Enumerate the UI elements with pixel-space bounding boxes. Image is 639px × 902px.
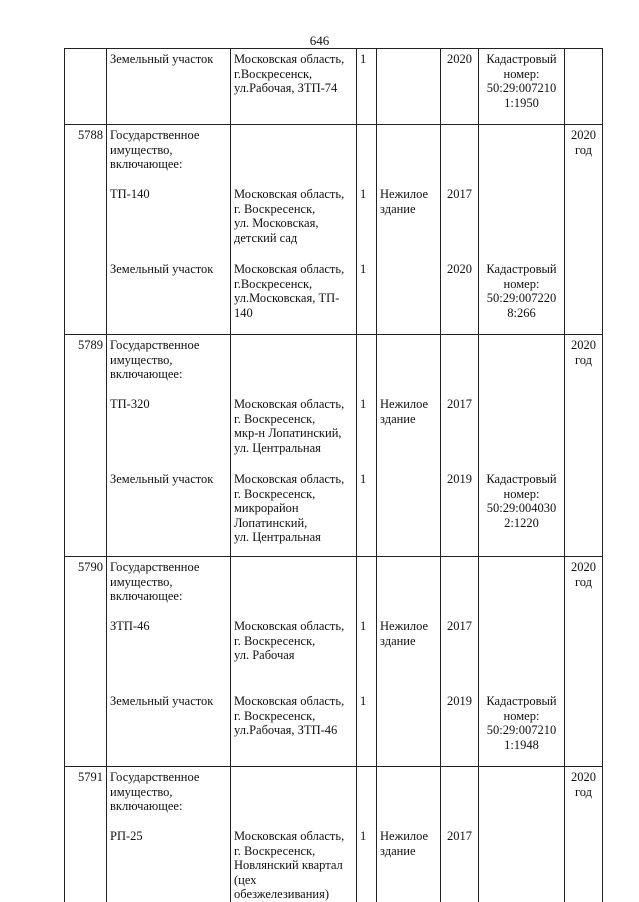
object-type-cell — [377, 335, 441, 395]
cadastral-number: Кадастровый номер: 50:29:007210 1:1950 — [486, 52, 557, 110]
object-address: Московская область, г. Воскресенск, микрорайон Лопатинский, ул. Центральная — [234, 472, 345, 544]
table-row — [65, 469, 603, 557]
record-number-cell — [65, 335, 107, 395]
object-type: Нежилое здание — [380, 829, 429, 858]
registration-year-cell — [565, 335, 603, 395]
object-year-cell — [441, 259, 479, 335]
object-type-cell — [377, 557, 441, 617]
object-name-cell — [107, 557, 231, 617]
object-quantity-cell — [357, 691, 377, 767]
object-quantity: 1 — [360, 829, 367, 843]
table-row — [65, 125, 603, 185]
cadastral-number-cell — [479, 49, 565, 125]
cadastral-number-cell — [479, 691, 565, 767]
object-year: 2017 — [447, 187, 472, 201]
object-name-cell — [107, 184, 231, 259]
object-name: Государственное имущество, включающее: — [110, 128, 200, 171]
registration-year: 2020 год — [571, 770, 596, 799]
object-year: 2020 — [447, 262, 472, 276]
record-number: 5790 — [78, 560, 103, 574]
object-address-cell — [231, 767, 357, 827]
object-name: РП-25 — [110, 829, 143, 843]
object-year-cell — [441, 616, 479, 691]
object-year: 2020 — [447, 52, 472, 66]
object-quantity-cell — [357, 125, 377, 185]
registration-year-cell — [565, 691, 603, 767]
object-address: Московская область, г.Воскресенск, ул.Московская, ТП- 140 — [234, 262, 345, 320]
record-number-cell — [65, 184, 107, 259]
object-year: 2017 — [447, 397, 472, 411]
object-address-cell — [231, 335, 357, 395]
cadastral-number: Кадастровый номер: 50:29:007210 1:1948 — [486, 694, 557, 752]
registration-year: 2020 год — [571, 128, 596, 157]
table-row — [65, 616, 603, 691]
object-name: Государственное имущество, включающее: — [110, 770, 200, 813]
object-name: Земельный участок — [110, 472, 214, 486]
table-row — [65, 184, 603, 259]
object-address-cell — [231, 125, 357, 185]
object-quantity-cell — [357, 49, 377, 125]
object-address-cell — [231, 259, 357, 335]
object-type: Нежилое здание — [380, 619, 429, 648]
property-registry-table — [64, 48, 603, 902]
record-number: 5788 — [78, 128, 103, 142]
cadastral-number-cell — [479, 557, 565, 617]
object-address-cell — [231, 394, 357, 469]
object-year-cell — [441, 394, 479, 469]
object-type-cell — [377, 767, 441, 827]
registration-year: 2020 год — [571, 338, 596, 367]
cadastral-number-cell — [479, 826, 565, 902]
registration-year-cell — [565, 49, 603, 125]
record-number-cell — [65, 691, 107, 767]
object-name: Земельный участок — [110, 262, 214, 276]
object-type-cell — [377, 826, 441, 902]
object-type-cell — [377, 394, 441, 469]
object-name-cell — [107, 767, 231, 827]
record-number-cell — [65, 49, 107, 125]
table-row — [65, 259, 603, 335]
object-type-cell — [377, 616, 441, 691]
object-type-cell — [377, 259, 441, 335]
object-name-cell — [107, 469, 231, 557]
cadastral-number: Кадастровый номер: 50:29:007220 8:266 — [486, 262, 557, 320]
object-type-cell — [377, 184, 441, 259]
object-quantity: 1 — [360, 619, 367, 633]
record-number-cell — [65, 767, 107, 827]
table-row — [65, 335, 603, 395]
table-row — [65, 691, 603, 767]
object-address: Московская область, г. Воскресенск, ул. Московская, детский сад — [234, 187, 345, 245]
object-name: Земельный участок — [110, 694, 214, 708]
registration-year: 2020 год — [571, 560, 596, 589]
registration-year-cell — [565, 469, 603, 557]
cadastral-number: Кадастровый номер: 50:29:004030 2:1220 — [486, 472, 557, 530]
registration-year-cell — [565, 125, 603, 185]
object-quantity: 1 — [360, 472, 367, 486]
record-number-cell — [65, 557, 107, 617]
table-row — [65, 767, 603, 827]
object-name: ТП-140 — [110, 187, 150, 201]
object-quantity-cell — [357, 616, 377, 691]
object-quantity: 1 — [360, 694, 367, 708]
object-year-cell — [441, 826, 479, 902]
object-quantity-cell — [357, 557, 377, 617]
object-year-cell — [441, 469, 479, 557]
object-name: Государственное имущество, включающее: — [110, 560, 200, 603]
object-quantity: 1 — [360, 397, 367, 411]
object-name: Земельный участок — [110, 52, 214, 66]
cadastral-number-cell — [479, 259, 565, 335]
object-quantity-cell — [357, 469, 377, 557]
record-number-cell — [65, 259, 107, 335]
object-year-cell — [441, 691, 479, 767]
object-type-cell — [377, 691, 441, 767]
object-address: Московская область, г.Воскресенск, ул.Рабочая, ЗТП-74 — [234, 52, 345, 95]
object-address-cell — [231, 49, 357, 125]
object-name-cell — [107, 394, 231, 469]
registration-year-cell — [565, 184, 603, 259]
object-year-cell — [441, 557, 479, 617]
object-address-cell — [231, 826, 357, 902]
record-number-cell — [65, 826, 107, 902]
object-type: Нежилое здание — [380, 397, 429, 426]
cadastral-number-cell — [479, 616, 565, 691]
record-number: 5791 — [78, 770, 103, 784]
object-type-cell — [377, 49, 441, 125]
object-name-cell — [107, 125, 231, 185]
record-number-cell — [65, 125, 107, 185]
cadastral-number-cell — [479, 394, 565, 469]
object-address: Московская область, г. Воскресенск, ул. Рабочая — [234, 619, 345, 662]
record-number-cell — [65, 616, 107, 691]
table-row — [65, 826, 603, 902]
registration-year-cell — [565, 259, 603, 335]
table-row — [65, 49, 603, 125]
registration-year-cell — [565, 826, 603, 902]
object-year: 2019 — [447, 694, 472, 708]
object-quantity: 1 — [360, 262, 367, 276]
cadastral-number-cell — [479, 469, 565, 557]
object-name-cell — [107, 335, 231, 395]
object-quantity-cell — [357, 826, 377, 902]
object-quantity: 1 — [360, 52, 367, 66]
object-year-cell — [441, 767, 479, 827]
registration-year-cell — [565, 616, 603, 691]
registration-year-cell — [565, 394, 603, 469]
object-address-cell — [231, 557, 357, 617]
cadastral-number-cell — [479, 767, 565, 827]
object-name-cell — [107, 49, 231, 125]
object-type-cell — [377, 469, 441, 557]
object-quantity-cell — [357, 259, 377, 335]
cadastral-number-cell — [479, 335, 565, 395]
object-year-cell — [441, 49, 479, 125]
record-number-cell — [65, 394, 107, 469]
object-year-cell — [441, 184, 479, 259]
object-quantity-cell — [357, 335, 377, 395]
registration-year-cell — [565, 557, 603, 617]
object-type-cell — [377, 125, 441, 185]
object-quantity: 1 — [360, 187, 367, 201]
object-address: Московская область, г. Воскресенск, Новлянский квартал (цех обезжелезивания) — [234, 829, 345, 901]
object-name: ТП-320 — [110, 397, 150, 411]
object-quantity-cell — [357, 184, 377, 259]
object-year: 2017 — [447, 829, 472, 843]
cadastral-number-cell — [479, 184, 565, 259]
object-quantity-cell — [357, 767, 377, 827]
object-address: Московская область, г. Воскресенск, мкр-н Лопатинский, ул. Центральная — [234, 397, 345, 455]
object-year-cell — [441, 125, 479, 185]
page-number: 646 — [309, 33, 330, 48]
object-year: 2019 — [447, 472, 472, 486]
table-row — [65, 394, 603, 469]
object-year-cell — [441, 335, 479, 395]
object-quantity-cell — [357, 394, 377, 469]
object-name-cell — [107, 259, 231, 335]
record-number-cell — [65, 469, 107, 557]
cadastral-number-cell — [479, 125, 565, 185]
object-address: Московская область, г. Воскресенск, ул.Рабочая, ЗТП-46 — [234, 694, 345, 737]
object-name-cell — [107, 616, 231, 691]
object-address-cell — [231, 469, 357, 557]
object-address-cell — [231, 616, 357, 691]
object-address-cell — [231, 184, 357, 259]
record-number: 5789 — [78, 338, 103, 352]
object-address-cell — [231, 691, 357, 767]
object-year: 2017 — [447, 619, 472, 633]
object-name: Государственное имущество, включающее: — [110, 338, 200, 381]
object-name-cell — [107, 691, 231, 767]
object-name: ЗТП-46 — [110, 619, 150, 633]
object-name-cell — [107, 826, 231, 902]
table-row — [65, 557, 603, 617]
registration-year-cell — [565, 767, 603, 827]
object-type: Нежилое здание — [380, 187, 429, 216]
